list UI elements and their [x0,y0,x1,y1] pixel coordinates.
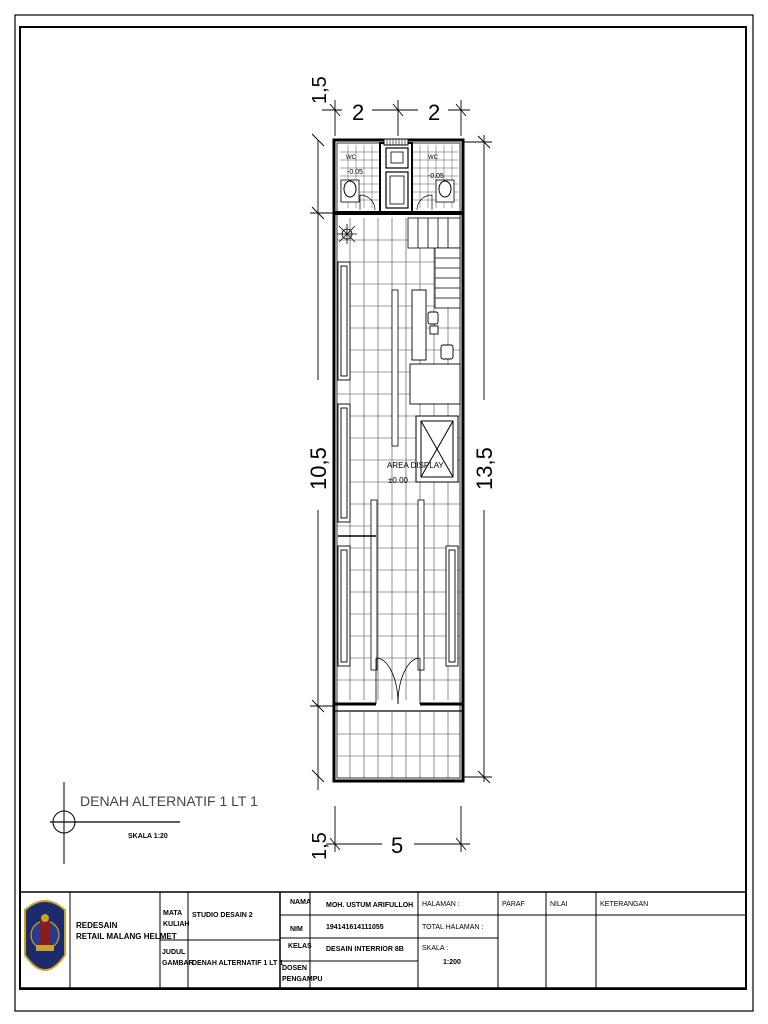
outer-frame [15,15,753,1011]
skala-label: SKALA : [422,945,449,952]
nim-label: NIM [290,926,303,933]
judul-value: DENAH ALTERNATIF 1 LT 1 [192,960,284,967]
dim-left-main: 10,5 [306,447,331,490]
kelas-label: KELAS [288,943,312,950]
dim-top-right: 2 [428,100,441,125]
kelas-value: DESAIN INTERRIOR 8B [326,946,404,953]
floor-plan [334,139,463,781]
area-display-level: ±0.00 [388,476,408,485]
judul-label-1: JUDUL [162,949,186,956]
wc-left-level: -0.05 [347,169,363,176]
dosen-label-1: DOSEN [282,965,307,972]
nama-label: NAMA [290,899,311,906]
dim-bottom-mid: 5 [391,833,404,858]
nilai-label: NILAI [550,901,568,908]
total-halaman-label: TOTAL HALAMAN : [422,924,484,931]
wc-left-label: WC [346,155,356,161]
mata-kuliah-value: STUDIO DESAIN 2 [192,912,253,919]
university-logo-icon [25,901,65,970]
drawing-scale: SKALA 1:20 [128,833,168,840]
project-name-line2: RETAIL MALANG HELMET [76,932,177,941]
halaman-label: HALAMAN : [422,901,460,908]
judul-label-2: GAMBAR [162,960,194,967]
nim-value: 194141614111055 [326,924,384,931]
area-display-label: AREA DISPLAY [387,461,444,470]
wc-right-level: -0.05 [428,173,444,180]
dim-bottom-left: 1,5 [309,832,331,860]
dim-top-left: 1,5 [309,76,331,104]
drawing-title: DENAH ALTERNATIF 1 LT 1 [80,793,258,809]
nama-value: MOH. USTUM ARIFULLOH [326,902,414,909]
mata-kuliah-label-2: KULIAH [163,921,190,928]
mata-kuliah-label-1: MATA [163,910,183,917]
dim-top-mid: 2 [352,100,365,125]
dosen-label-2: PENGAMPU [282,976,323,983]
keterangan-label: KETERANGAN [600,901,649,908]
dim-right-total: 13,5 [472,447,497,490]
skala-value: 1:200 [443,959,461,966]
wc-right-label: WC [428,155,438,161]
project-name-line1: REDESAIN [76,921,118,930]
paraf-label: PARAF [502,901,525,908]
